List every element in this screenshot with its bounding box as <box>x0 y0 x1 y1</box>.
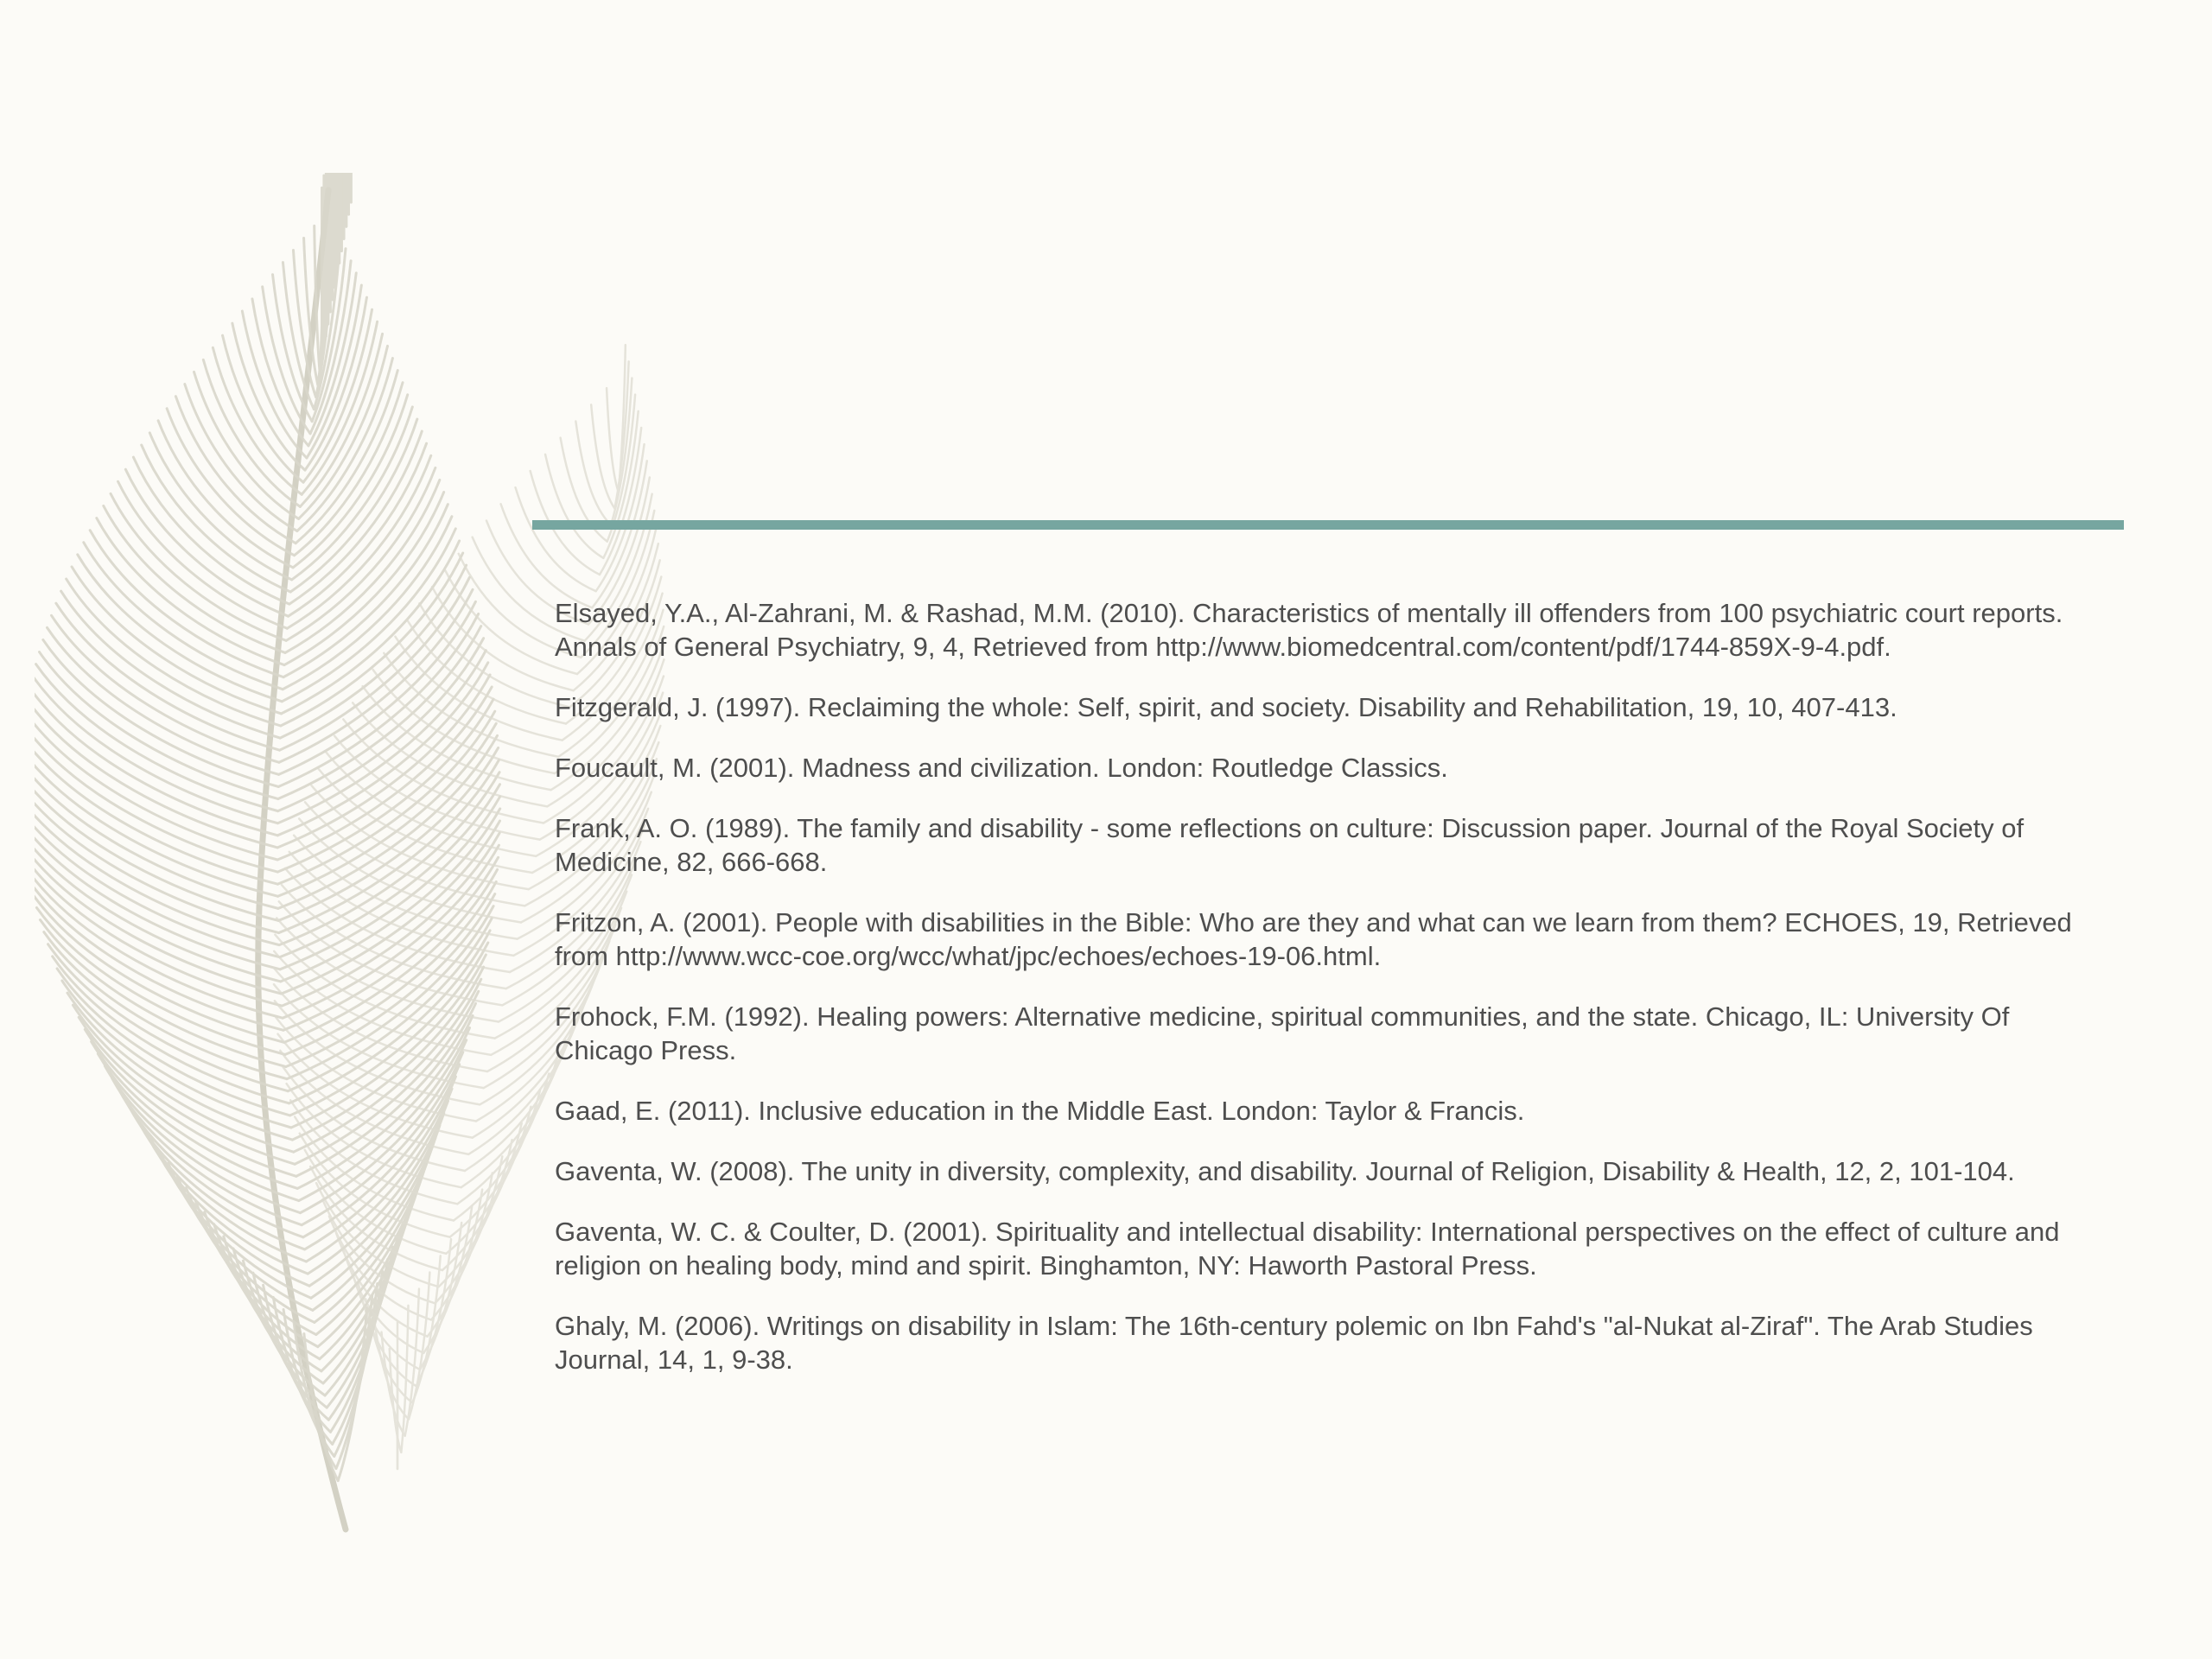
reference-item: Gaad, E. (2011). Inclusive education in the Middle East. London: Taylor & Francis. <box>555 1096 1525 1126</box>
reference-item: Gaventa, W. (2008). The unity in diversity, complexity, and disability. Journal of Religion, Disability & Health, 12, 2, 101-104. <box>555 1156 2015 1186</box>
reference-item: Frohock, F.M. (1992). Healing powers: Alternative medicine, spiritual communities, and the state. Chicago, IL: University Of Chicago Press. <box>555 1001 2010 1065</box>
reference-item: Ghaly, M. (2006). Writings on disability in Islam: The 16th-century polemic on Ibn Fahd's "al-Nukat al-Ziraf". The Arab Studies Journal, 14, 1, 9-38. <box>555 1311 2033 1375</box>
reference-item: Gaventa, W. C. & Coulter, D. (2001). Spirituality and intellectual disability: International perspectives on the effect of culture and religion on healing body, mind and spirit. Binghamton, NY: Haworth Pastoral Press. <box>555 1217 2060 1281</box>
reference-item: Fitzgerald, J. (1997). Reclaiming the whole: Self, spirit, and society. Disability and Rehabilitation, 19, 10, 407-413. <box>555 692 1897 722</box>
reference-item: Fritzon, A. (2001). People with disabilities in the Bible: Who are they and what can we learn from them? ECHOES, 19, Retrieved from http://www.wcc-coe.org/wcc/what/jpc/echoes/echoes-19-06.html. <box>555 907 2072 971</box>
reference-item: Elsayed, Y.A., Al-Zahrani, M. & Rashad, M.M. (2010). Characteristics of mentally ill offenders from 100 psychiatric court reports. Annals of General Psychiatry, 9, 4, Retrieved from http://www.biomedcentral.com/content/pdf/1744-859X-9-4.pdf. <box>555 598 2063 662</box>
title-rule <box>532 520 2124 530</box>
reference-item: Frank, A. O. (1989). The family and disability - some reflections on culture: Discussion paper. Journal of the Royal Society of Medicine, 82, 666-668. <box>555 813 2024 877</box>
reference-item: Foucault, M. (2001). Madness and civilization. London: Routledge Classics. <box>555 753 1448 783</box>
reference-list <box>555 596 2101 1403</box>
